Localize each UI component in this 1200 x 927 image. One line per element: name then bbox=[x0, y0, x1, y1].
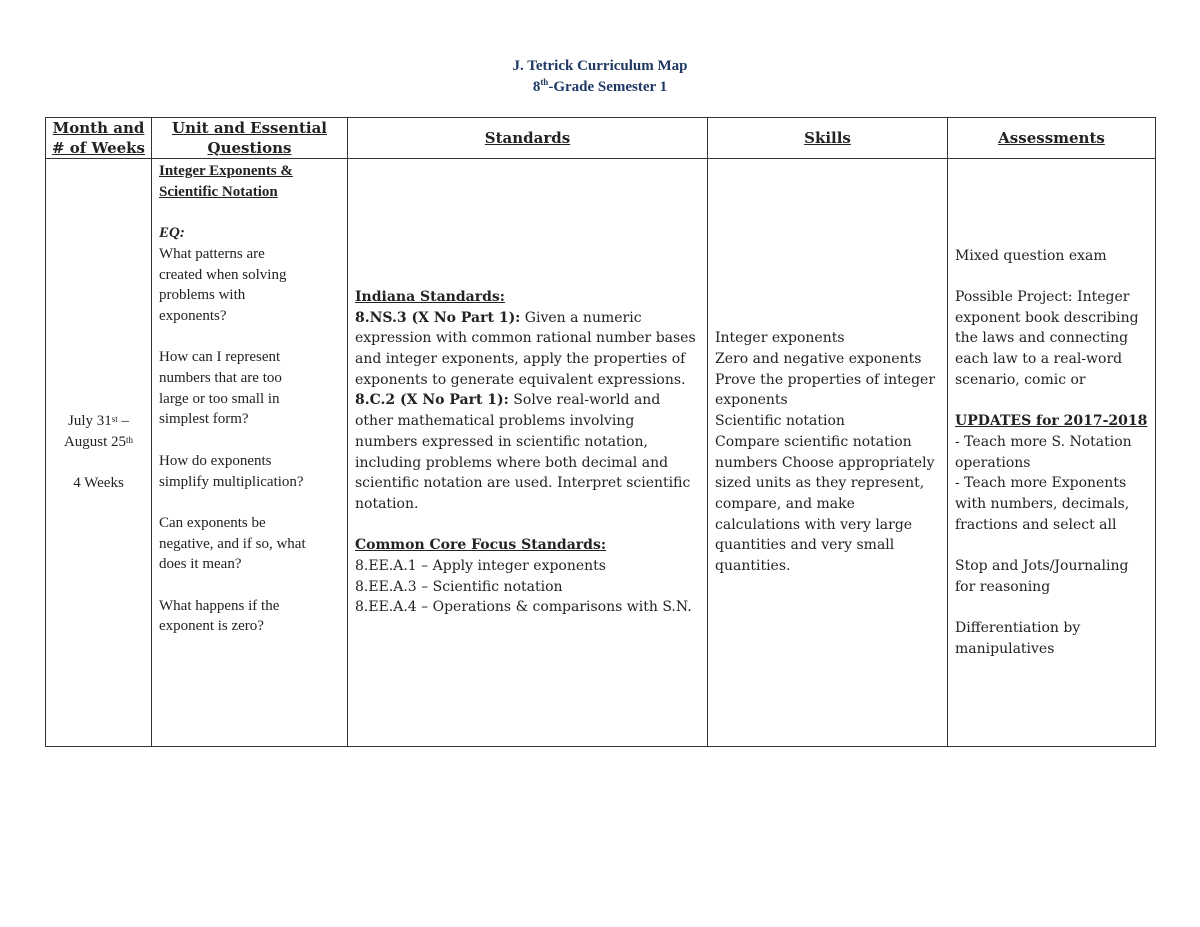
assessment-project: Possible Project: Integer exponent book describing the laws and connecting each law to a real-word scenario, comic or bbox=[955, 288, 1139, 388]
essential-question: What happens if the exponent is zero? bbox=[159, 597, 280, 635]
grade-ordinal: th bbox=[540, 77, 549, 87]
eq-label: EQ: bbox=[159, 225, 185, 242]
indiana-standards-heading: Indiana Standards: bbox=[355, 288, 505, 305]
col-header-skills: Skills bbox=[708, 118, 948, 159]
essential-question: Can exponents be negative, and if so, what does it mean? bbox=[159, 514, 306, 573]
page-title: J. Tetrick Curriculum Map bbox=[512, 58, 688, 74]
month-cell bbox=[46, 159, 152, 747]
skill-item: Integer exponents bbox=[715, 330, 845, 347]
weeks-count: 4 Weeks bbox=[73, 475, 124, 492]
standards-cell bbox=[348, 159, 708, 747]
update-item: - Teach more Exponents with numbers, decimals, fractions and select all bbox=[955, 475, 1130, 533]
col-header-assessments: Assessments bbox=[948, 118, 1156, 159]
skills-cell bbox=[708, 159, 948, 747]
page-subtitle bbox=[0, 79, 1200, 96]
skill-item: Compare scientific notation numbers Choose appropriately sized units as they represent, compare, and make calculations with very large quantities and very small quantities. bbox=[715, 433, 935, 575]
standard-c2: 8.C.2 (X No Part 1): Solve real-world and other mathematical problems involving numbers expressed in scientific notation, including problems where both decimal and scientific notation are used. Interpret scientific notation. bbox=[355, 392, 691, 512]
skill-item: Zero and negative exponents bbox=[715, 350, 922, 367]
skill-item: Scientific notation bbox=[715, 413, 845, 430]
col-header-unit: Unit and Essential Questions bbox=[152, 118, 348, 159]
header-row bbox=[46, 118, 1156, 159]
assessment-differentiation: Differentiation by manipulatives bbox=[955, 620, 1081, 657]
cc-standard-item: 8.EE.A.3 – Scientific notation bbox=[355, 578, 563, 595]
cc-standard-item: 8.EE.A.1 – Apply integer exponents bbox=[355, 558, 606, 574]
col-header-standards: Standards bbox=[348, 118, 708, 159]
standard-ns3: 8.NS.3 (X No Part 1): Given a numeric expression with common rational number bases and integer exponents, apply the properties of exponents to generate equivalent expressions. bbox=[355, 309, 696, 388]
grade-number: 8 bbox=[532, 79, 541, 95]
date-range-start: July 31st – bbox=[67, 413, 130, 430]
update-item: - Teach more S. Notation operations bbox=[955, 433, 1132, 471]
cc-standard-item: 8.EE.A.4 – Operations & comparisons with S.N. bbox=[355, 599, 692, 616]
unit-title: Integer Exponents & Scientific Notation bbox=[159, 163, 293, 200]
grade-semester: -Grade Semester 1 bbox=[548, 79, 668, 95]
date-range-end: August 25th bbox=[63, 433, 134, 450]
updates-heading: UPDATES for 2017-2018 bbox=[955, 413, 1148, 430]
common-core-heading: Common Core Focus Standards: bbox=[355, 537, 607, 554]
assessments-cell bbox=[948, 159, 1156, 747]
essential-question: How do exponents simplify multiplication? bbox=[159, 452, 304, 490]
curriculum-table bbox=[45, 117, 1156, 747]
unit-cell bbox=[152, 159, 348, 747]
essential-question: How can I represent numbers that are too large or too small in simplest form? bbox=[159, 349, 282, 428]
col-header-month: Month and # of Weeks bbox=[46, 118, 152, 159]
unit-row bbox=[46, 159, 1156, 747]
skill-item: Prove the properties of integer exponents bbox=[715, 371, 936, 409]
assessment-exam: Mixed question exam bbox=[955, 247, 1107, 264]
assessment-stop-jots: Stop and Jots/Journaling for reasoning bbox=[955, 558, 1129, 595]
essential-question: What patterns are created when solving problems with exponents? bbox=[159, 245, 287, 324]
